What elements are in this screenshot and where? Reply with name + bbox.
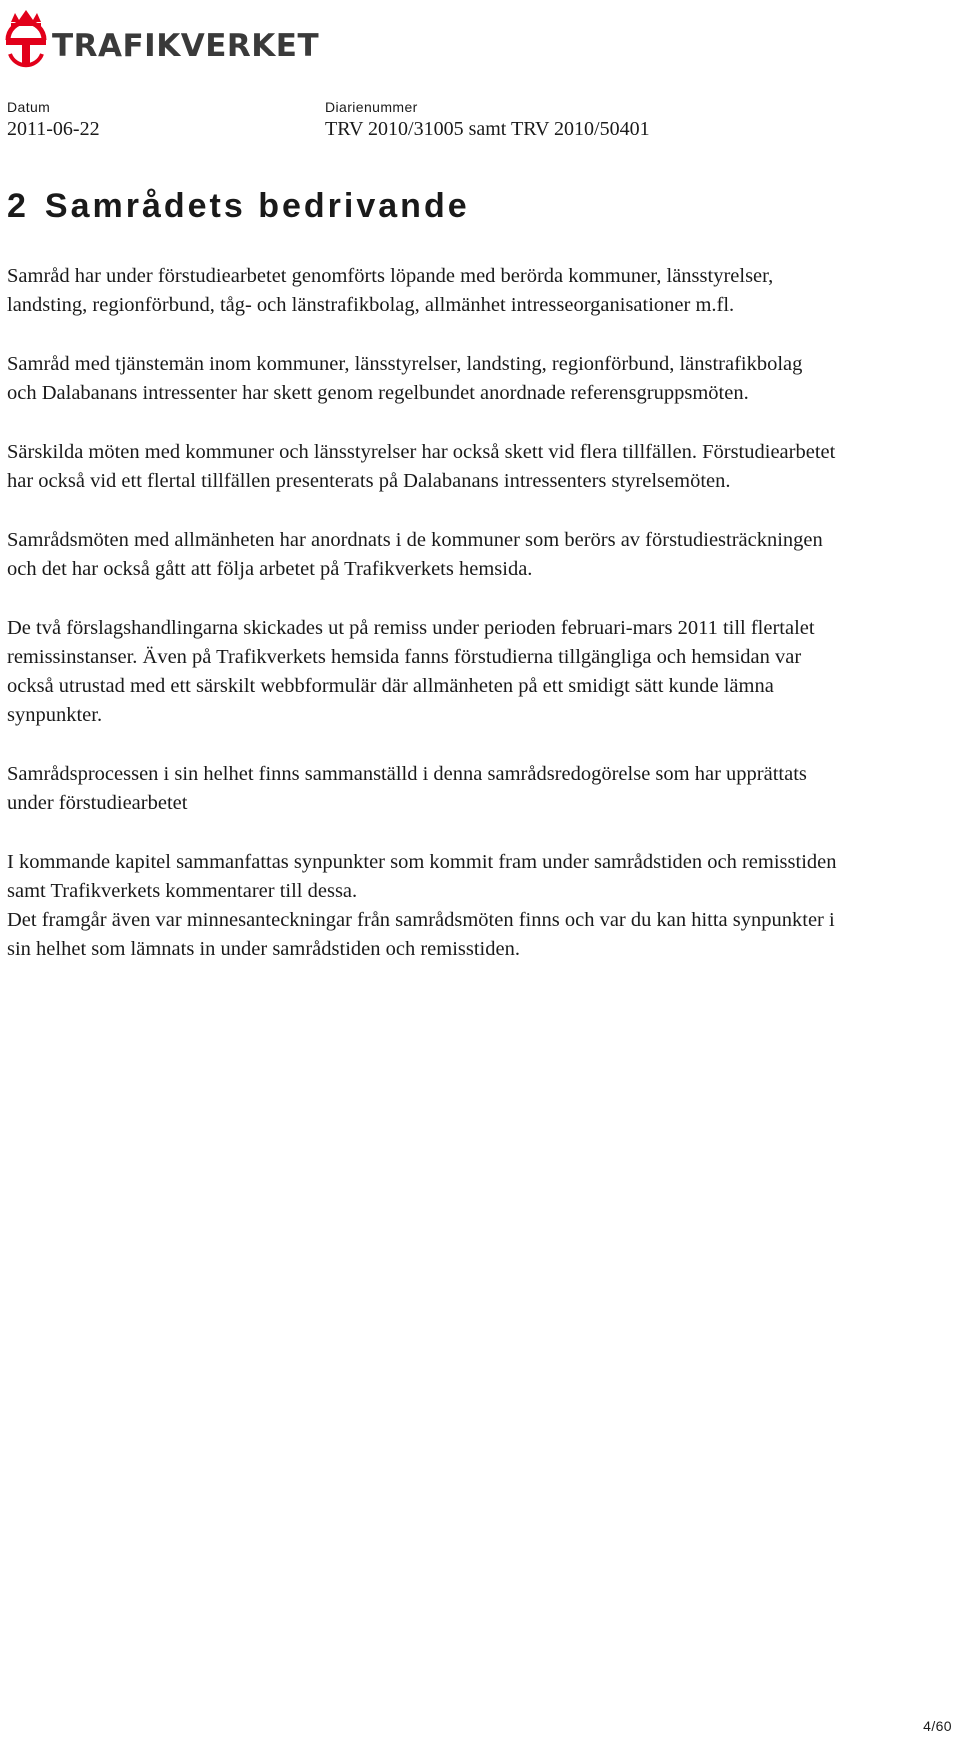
- reference-value: TRV 2010/31005 samt TRV 2010/50401: [325, 118, 650, 140]
- trafikverket-logo: [4, 8, 319, 70]
- section-number: 2: [7, 187, 29, 225]
- reference-label: Diarienummer: [325, 99, 418, 115]
- paragraph: Samråd har under förstudiearbetet genomförts löpande med berörda kommuner, länsstyrelser, landsting, regionförbund, tåg- och länstrafikbolag, allmänhet intresseorganisationer m.fl.: [7, 265, 774, 316]
- section-title: Samrådets bedrivande: [44, 187, 470, 225]
- reference-block: [325, 98, 650, 142]
- date-block: [7, 98, 100, 142]
- logo-wordmark: TRAFIKVERKET: [52, 28, 320, 64]
- paragraph: Det framgår även var minnesanteckningar från samrådsmöten finns och var du kan hitta synpunkter i sin helhet som lämnats in under samrådstiden och remisstiden.: [7, 909, 835, 960]
- paragraph: Samrådsprocessen i sin helhet finns sammanställd i denna samrådsredogörelse som har upprättats under förstudiearbetet: [7, 763, 807, 814]
- page-number: 4/60: [923, 1718, 952, 1734]
- paragraph: Särskilda möten med kommuner och länsstyrelser har också skett vid flera tillfällen. Förstudiearbetet har också vid ett flertal tillfällen presenterats på Dalabanans intressenters styrelsemöten.: [7, 441, 836, 492]
- paragraph: Samrådsmöten med allmänheten har anordnats i de kommuner som berörs av förstudiesträckningen och det har också gått att följa arbetet på Trafikverkets hemsida.: [7, 529, 823, 580]
- section-heading: [7, 186, 470, 226]
- paragraph: Samråd med tjänstemän inom kommuner, länsstyrelser, landsting, regionförbund, länstrafikbolag och Dalabanans intressenter har skett genom regelbundet anordnade referensgruppsmöten.: [7, 353, 803, 404]
- date-label: Datum: [7, 99, 51, 115]
- paragraph: I kommande kapitel sammanfattas synpunkter som kommit fram under samrådstiden och remisstiden samt Trafikverkets kommentarer till dessa.: [7, 851, 837, 902]
- trafikverket-crown-t-logo: [4, 8, 48, 70]
- date-value: 2011-06-22: [7, 118, 100, 140]
- paragraph: De två förslagshandlingarna skickades ut på remiss under perioden februari-mars 2011 till flertalet remissinstanser. Även på Trafikverkets hemsida fanns förstudierna tillgängliga och hemsidan var också utrustad med ett särskilt webbformulär där allmänheten på ett smidigt sätt kunde lämna synpunkter.: [7, 617, 815, 726]
- document-body: [7, 262, 837, 994]
